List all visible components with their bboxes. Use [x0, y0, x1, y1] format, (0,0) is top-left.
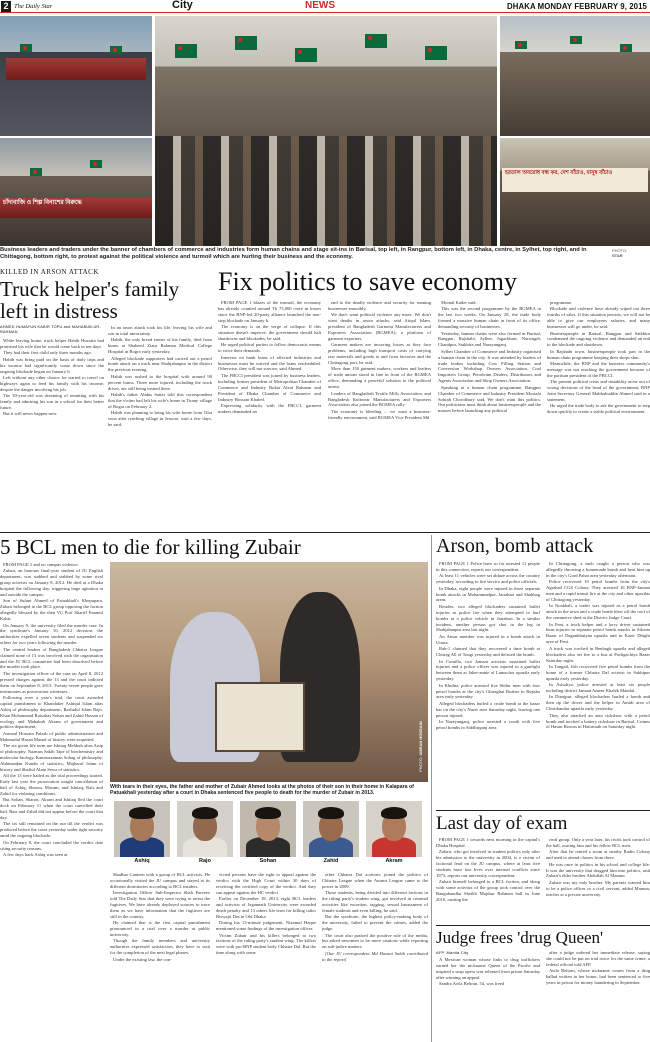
section-divider [436, 810, 650, 811]
flag-icon [90, 160, 102, 168]
section-label: City [172, 0, 193, 11]
flag-icon [365, 34, 387, 48]
economy-col-4: programme. Blockade and violence have already wiped out three fourths of sales. If this situation persists, we will not be able to give our employees salaries, and many businesses will go under, he said. Businesspeople in Barisal, Rangpur and Satkhira condemned the ongoing violence and demanded an end to the blockade and shutdown. In Rajshahi town, businesspeople took part in the human chain programme keeping their shops shut. Meanwhile, the BNP and the business community's message was not reaching the government because of the partisan president of the FBCCI. The present political crisis and instability arose out of wrong decisions of the head of the government, BNP Joint Secretary General Mahbubuddin Ahmed said in a statement. He urged the trade body to ask the government to step down quickly to create a stable political environment. [547, 300, 650, 415]
convict-name: Zahid [323, 858, 339, 864]
convict-name: Akram [385, 858, 403, 864]
exam-col-2: rival group. Only a year later, his rivals took control of the hall, ousting him and his fellow BCL men. After that he rented a room at nearby Radio Colony and used to attend classes from there. He was once in politics in his school and college life. It was the university that dragged him into politics, said Zubair's elder brother Abdullah Al Mamun. Zubair was my only brother. My parents wanted him to be a police officer or a civil servant, added Mamun, teacher at a private university. [546, 837, 650, 897]
masthead [0, 0, 650, 14]
flag-icon [235, 36, 257, 50]
credit-name: STAR [612, 253, 623, 258]
crowd-front-row [155, 136, 497, 246]
photo-frame-held [215, 682, 305, 752]
story-headline: Fix politics to save economy [218, 267, 517, 296]
banner-rangpur [0, 198, 152, 218]
exam-col-1: FROM PAGE 1 towards next morning in the capital's Dhaka Hospital. Zubair, who got involved in student politics only after his admission to the university in 2004, is a victim of factional feud on the JU campus, where at least five students have lost lives over internal conflicts since 1973, reports our university correspondent. Zubair himself belonged to a BCL faction, and along with some activists of the group took control over the Bangabandhu Sheikh Mujibur Rahman hall in June 2010, ousting the [436, 837, 540, 903]
story-kicker: KILLED IN ARSON ATTACK [0, 268, 99, 276]
arson-col-1: FROM PAGE 1 Police have so far arrested 11 people in this connection, reports our correspondent. At least 11 vehicles were set ablaze across the country yesterday, according to fire service and police officials. In Dhaka, eight people were injured in three separate bomb attacks in Mohammadpur, Jatrabari and Shahbag areas. Besides, two alleged blockaders sustained bullet injuries as police fire when they attempted to hurl bombs at a police vehicle in Jatrabari. In a similar incident, another person got shot in the leg in Shahjahanpur area last night. An Ansar member was injured in a bomb attack in Uttara. Rab-1 claimed that they recovered a time bomb at Chitrag All of Tongi yesterday and defused the bomb. In Comilla, two Jamaat activists sustained bullet injuries and a police officer was injured in a gunfight between them at Jaker-annie of Lamachor upazila early yesterday. In Khulna, police arrested five Shibir men with four petrol bombs at the city's Ghiraghat Roaber in Rupsha area early yesterday. Alleged blockaders hurled a crude bomb at the bazar bar on the city's Nurer area Saturday night, leaving one person injured. In Narayanganj, police arrested a youth with five petrol bombs in Siddhirganj area. [436, 561, 540, 730]
convict-portraits [110, 801, 428, 867]
economy-col-3: Moinul Kader said. This was the second programme by the BGMEA in the last two weeks. On January 28, the trade body formed a massive human chain in front of its office, demanding security of businesses. Yesterday, human chains were also formed in Barisal, Rangpur, Rajshahi, Sylhet, Jagachhari, Narsingdi, Chandpur, Satkhira and Narayanganj. Sylhet Chamber of Commerce and Industry organised a human chain in the city. It was attended by leaders of trade bodies including Cow Filling Station and Conversion Workshop Owners Association, Coal Importers Group, Petroleum Dealers, Distributors and Agents Association and Shop Owners Association. Speaking at a human chain programme, Rangpur Chamber of Commerce and Industry President Mostafa Sohrab Chowdhury said, We don't want this politics. Our politicians must think about businesspeople and the masses before launching any political [438, 300, 541, 414]
dateline: DHAKA MONDAY FEBRUARY 9, 2015 [507, 2, 647, 11]
credit-label: PHOTO: [612, 248, 628, 253]
story-headline: Arson, bomb attack [436, 535, 594, 557]
economy-col-1: FROM PAGE 1 blazes of the turmoil, the economy has already counted around Tk 75,000 crore in losses since the BNP-led 20-party alliance launched the non-stop blockade on January 6. The economy is on the verge of collapse. If this situation doesn't improve, the government should halt shutdowns and blockades, he said. He urged political parties to follow democratic means to voice their demands. Interests on bank loans of affected industries and businesses must be waived and the loans rescheduled. Otherwise, they will not survive, said Ahmed. The FBCCI president was joined by business leaders, including former president of Metropolitan Chamber of Commerce and Industry Rokia Afzal Rahman and President of Dhaka Chamber of Commerce and Industry Hossain Khaled. Expressing solidarity with the FBCCI, garment makers demanded an [218, 300, 321, 414]
story-headline: Judge frees 'drug Queen' [436, 928, 604, 947]
truck-story [0, 268, 212, 540]
judge-col-2: after a judge ordered her immediate release, saying she could not be put on trial twice for the same crime, a federal official told AFP. Avila Beltran, whose nickname comes from a drug ballad written in her honor, had been sentenced to five years in prison for money laundering in September. [546, 950, 650, 986]
top-photo-credit [612, 248, 648, 258]
economy-col-2: end to the deadly violence and security for running businesses smoothly. We don't want political violence any more. We don't want deaths in arson attacks, said Atiqul Islam, president of Bangladesh Garment Manufacturers and Exporters Association (BGMEA); a platform of garment exporters. Garment makers are incurring losses as they face problems, including high transport costs of carrying raw materials and goods to and from factories and the Chittagong port, he said. More than 150 garment makers, workers and leaders of trade unions stood in line in front of the BGMEA office, demanding a peaceful solution to the political unrest. Leaders of Bangladesh Textile Mills Association, and Bangladesh Knitwear Manufacturers and Exporters Association also joined the BGMEA rally. The economy is bleeding ... we want a business-friendly environment, said BGMEA Vice President Md [328, 300, 431, 420]
arson-col-2: In Chittagong, a mob caught a person who was allegedly throwing a homemade bomb and beat him up in the city's Gord Pahar area yesterday afternoon. Police recovered 10 petrol bombs from the city's Agrabad CGS Colony. They arrested 16 BNP-Jamaat men and a rapid transit fire at the city and other upazilas of Chittagong yesterday. In Noakhali, a trader was injured as a petrol bomb attack in the town and a crude bomb blew off the roof of the commerce shed at the District Judge Court. In Feni, a truck helper and a lorry driver sustained burn injuries in separate petrol bomb attacks in Silonia Bazar of Daganbhuiyan upazila and in Kazir Dhighi area of Feni. A truck was torched in Benbagh upazila and alleged blockaders also set fire to a bus at Pachgachiya Bazar Saturday night. In Tangail, fish recovered five petrol bombs from the home of a former Chhatra Dal activist in Sakhipur upazila early yesterday. In Ashuliya, police arrested at least six people including district Jamaat Ameer Khalek Mandal. In Dinajpur, alleged blockaders hurled a bomb and then up the driver and the helper in Amidi area of Chirirbandar upazila early yesterday. They also attacked an auto rickshaw with a petrol bomb and torched a battery rickshaw in Barisal. Crimes of Hasan Biswas in Hatirmath on Saturday night. [546, 561, 650, 730]
top-photo-caption: Business leaders and traders under the banner of chambers of commerce and industries form human chains and stage sit-ins in Barisal, top left, in Rangpur, bottom left, in Dhaka, centre, in Sylhet, top right, and in Chittagong, bottom right, to protest against the political violence and turmoil which are hurting their business and the economy. [0, 247, 587, 260]
story-byline: AFP, Manila City [436, 950, 469, 955]
photo-credit: PHOTO: AMRAN HOSSAIN [418, 721, 423, 772]
economy-story [218, 268, 650, 530]
bcl-col-2: Shadhar Canteen with a group of BCL activists. He occasionally visited the JU campus and stayed at its different dormitories according to BCL insiders. Investigation Officer Sub-Inspector Shah Parveez told The Daily Star that they were trying to arrest the fugitives. We have already deployed sources to trace them as we have information that the fugitives are still in the country. He claimed that is the first capital punishment pronounced in a trial over a murder at public university. Though the family members and university authorities expressed satisfaction, they have to wait for the completion of the next legal phases. Under the existing law, the con- [110, 872, 210, 962]
judge-col-1: A Mexican woman whose links to drug traffickers earned her the nickname Queen of the Pacific and inspired a soap opera was released from prison Saturday after winning an appeal. Sandra Avila Beltran, 54, was freed [436, 957, 540, 987]
family-photo-caption: With tears in their eyes, the father and mother of Zubair Ahmed looks at the photos of their son in their home in Kalapara of Patuakhali yesterday after a court in Dhaka sentenced five people to death for the murder of Zubair in 2013. [110, 784, 414, 797]
story-headline: 5 BCL men to die for killing Zubair [0, 535, 301, 559]
exam-story [436, 813, 650, 923]
top-photo-collage [0, 16, 650, 246]
photo-dhaka [155, 16, 497, 246]
bcl-story [0, 535, 428, 1042]
convict-name: Sohan [259, 858, 277, 864]
story-headline: Last day of exam [436, 813, 568, 834]
arson-story [436, 535, 650, 807]
page-number: 2 [1, 1, 11, 12]
story-headline: Truck helper's family left in distress [0, 277, 180, 323]
column-divider [431, 535, 432, 1042]
masthead-rule [0, 12, 650, 13]
judge-story [436, 928, 650, 1042]
bcl-col-3: victed persons have the right to appeal against the verdict with the High Court within 30 days of receiving the certified copy of the verdict. And they can appeal against the HC verdict. Earlier on December 18, 2013, eight BCL leaders and activists of Jagannath University were awarded death penalty and 13 others life term for killing tailor Biswajit Das in Old Dhaka. During his 13-minute judgement, Nizamul Haque mentioned some findings of the investigation officer. Victim Zubair and his killers belonged to two factions of the ruling party's student wing. The killers were with pro-BNP student body Chhatra Dal. But the time along with some [216, 872, 316, 956]
news-label: NEWS [305, 0, 335, 11]
flag-icon [425, 46, 447, 60]
flag-icon [30, 168, 42, 176]
bcl-col-1: FROM PAGE 1 and no campus violence. Zubair, an honours final-year student of JU English department, was stabbed and stabbed by some rival group activists on January 8, 2012. He died at a Dhaka hospital the following day, triggering huge agitation in and outside the campus. Son of Sufani Ahmed of Patuakhali's Khepupara, Zubair belonged to the BCL group opposing the faction allegedly blessed by the then VC Prof Shariff Enamul Kabir. On January 9, the university filed the murder case. In the syndicate's January 10, 2012 decision, the authorities expelled seven students and suspended six others for two years following the murder. The central leaders of Bangladesh Chhatra League claimed none of 13 was involved with the organisation and the JU BCL committee had been dissolved before the murder took place. The investigation officer of the case on April 8, 2012 pressed charges against the 13 and the court indicted them on September 8, 2013. Twenty-seven people gave testimonies as prosecution witnesses. Following over a year's trial, the court awarded capital punishment to Khandaker Ashiqul Islam alias Ashiq of philosophy department; Rashidul Islam Rajo, Khan Mohammad Raisalias Sohan and Zahid Hassan of ecology and Mahabub Akram of government and politics department. Asmaul Hossain Palash of public administration and Mahmudul Hasan Masud of history were acquitted. The six given life term are Ishtiaq Mehbub alias Arup of philosophy, Nazmus Sakib Tape of biochemistry and molecular biology, Kamruzzaman Sohag of philosophy, Abhinandan Kundu of statistics, Majharul Islam of history and Shafiul Alam Sewa of statistics. All the 13 were hailed as the trial proceedings started. Early last year the prosecution sought cancellation of bail of Ashiq, Sharon, Masum, and Ishtiaq; Rais and Zahid for violating conditions. But Sohan, Sharon, Akram and Ishtiaq fled the court dock on February 11 when the court cancelled their bail. Rais and Zahid did not appear before the court that day. The six still remained on the run till the verdict was produced before the court yesterday under tight security amid the ongoing blockade. On February 8, the court concluded the verdict date citing security reasons. A few days back Ashiq was seen at [0, 562, 103, 857]
portrait-ashiq [114, 801, 170, 857]
flag-icon [295, 48, 317, 62]
photo-chittagong [500, 138, 650, 246]
zubair-family-photo [110, 562, 428, 782]
portrait-zahid [303, 801, 359, 857]
truck-col-1: While leaving home, truck helper Habib Hossain had promised his wife that he would come back in ten days. They had their first child only three months ago. Habib was bring paid on the basis of daily trips and his income had significantly come down since the ongoing blockade began on January 6. Left without any other choice, he started to travel on highways again to feed his family with his income, despite the danger involving his job. The 30-year-old was dreaming of reuniting with his family and admiring his son in a school for their better future. But it will never happen now. [0, 338, 104, 417]
banner-chittagong [502, 168, 648, 192]
portrait-akram [366, 801, 422, 857]
portrait-sohan [240, 801, 296, 857]
flag-icon [515, 41, 527, 49]
paper-name: The Daily Star [14, 3, 53, 10]
flag-icon [175, 44, 197, 58]
banner-barisal [6, 58, 146, 80]
portrait-rajo [177, 801, 233, 857]
flag-icon [110, 46, 122, 54]
section-divider [0, 532, 650, 533]
photo-rangpur [0, 138, 152, 246]
flag-icon [570, 36, 582, 44]
bcl-col-4: other Chhatra Dal activists joined the politics of Chhatra League when the Awami League came to the power in 2009. Those students, being divided into different factions in the ruling party's student wing, got involved in criminal activities like extortion, tagging, sexual harassment of female students and even killing, he said. But the syndicate, the highest policy-making body of the university, failed to prevent the crimes, added the judge. The court also praised the positive role of the media, but asked newsmen to be more cautious while reporting on sub-judice matters. [Our JU correspondent Md Hasnat Sakib contributed to the report] [322, 872, 428, 962]
convict-name: Rajo [199, 858, 211, 864]
photo-sylhet [500, 16, 650, 136]
story-byline: AHMED HUMAYUN KABIR TOPU and MAHABUB-UR-RAHMAN [0, 325, 101, 334]
banner-left-text: চাঁদাবাজি ও শিল্প বিনাশের বিরুদ্ধে [3, 200, 82, 206]
flag-icon [20, 44, 32, 52]
section-divider [436, 925, 650, 926]
photo-barisal [0, 16, 152, 136]
truck-col-2: In an arson attack took his life, leaving his wife and son in total uncertainty. Habib, the only bread earner of his family, died from burns at Shaheed Ziaur Rahman Medical College Hospital in Bogra early yesterday. Alleged blockade supporters had carried out a petrol bomb attack on a truck near Shahjahanpur in the district the previous evening. Habib was rushed to the hospital with around 90 percent burns. Three more injured, including the truck driver, are still being treated there. Habib's father Abdus Sattar told this correspondent that the victim had left his wife's home in Tirany village of Bogra on February 2. Habib was planning to bring his wife home from Tilat soon after reaching village in Jessore, wait a few days, he said. [108, 325, 212, 427]
convict-name: Ashiq [134, 858, 150, 864]
flag-icon [620, 44, 632, 52]
banner-right-text: হরতাল অবরোধ বন্ধ কর, দেশ বাঁচাও, মানুষ বাঁচাও [505, 170, 613, 176]
